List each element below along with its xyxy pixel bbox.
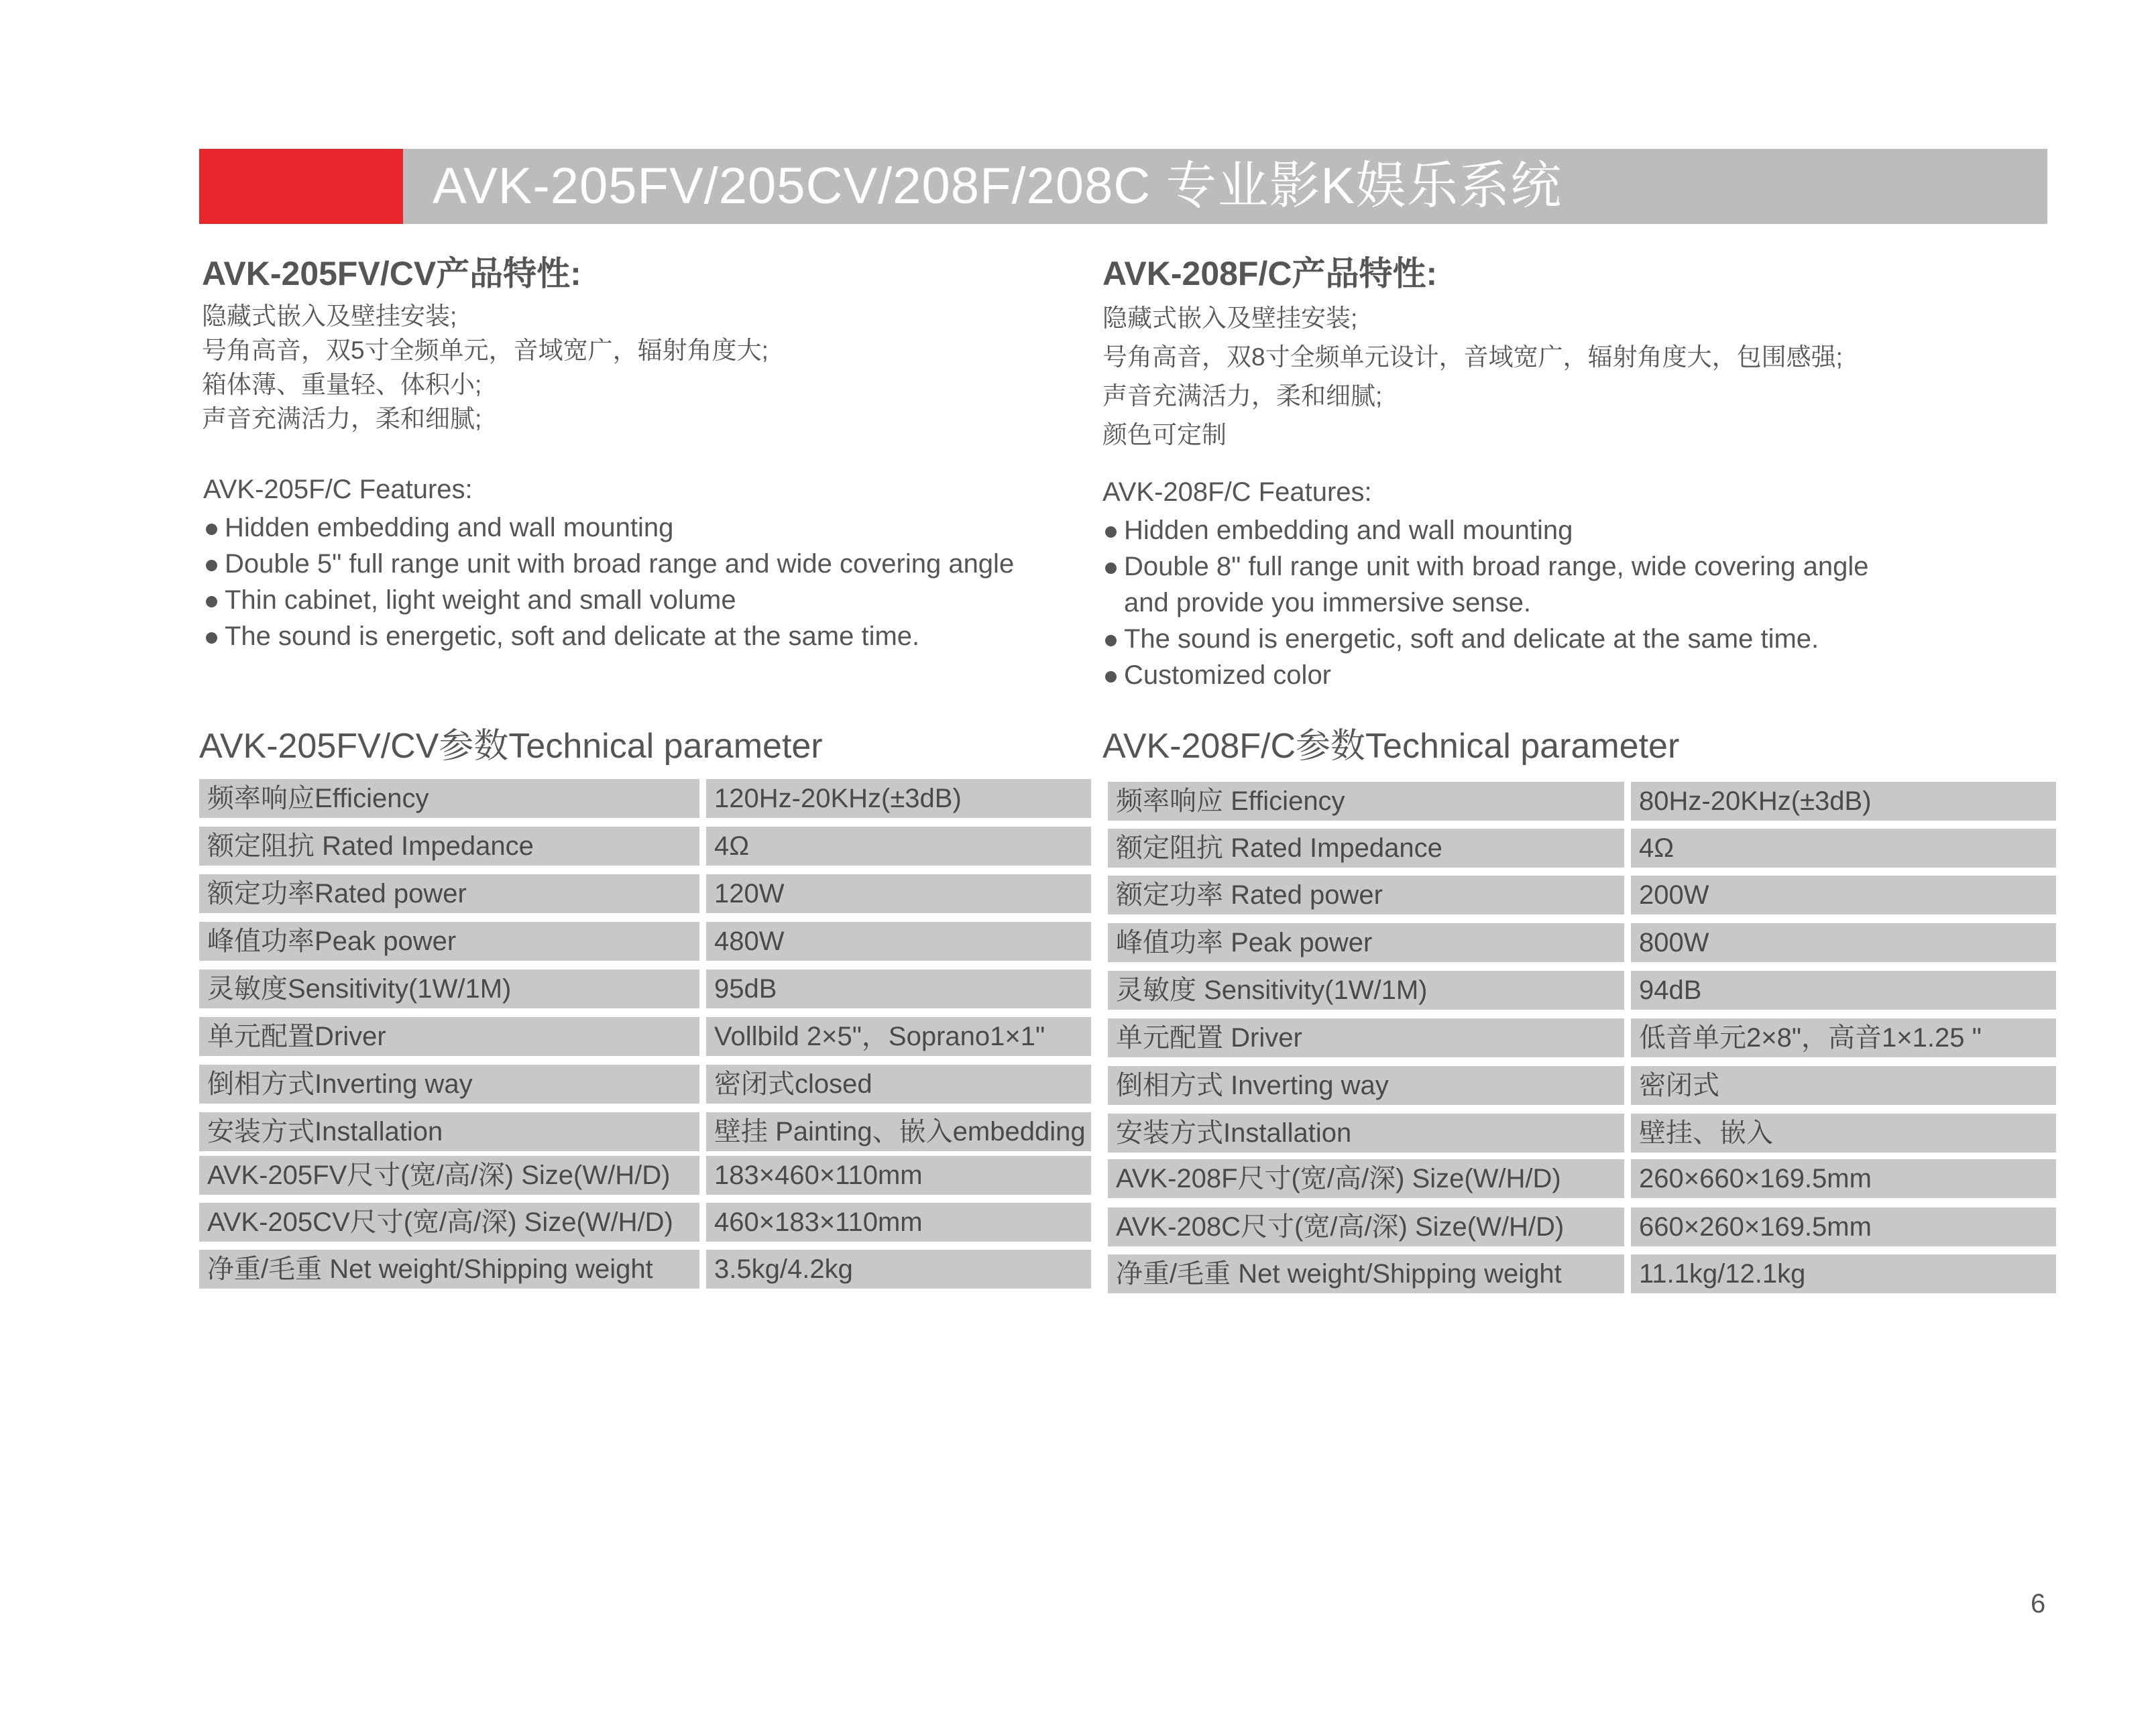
list-item — [1102, 621, 1868, 657]
list-item: 号角高音，双8寸全频单元设计，音域宽广，辐射角度大，包围感强; — [1102, 343, 1843, 371]
bullet-icon — [1105, 526, 1117, 538]
table-row — [199, 1017, 1091, 1056]
page-title: AVK-205FV/205CV/208F/208C 专业影K娱乐系统 — [433, 158, 1563, 215]
table-row — [1108, 829, 2056, 868]
list-item-text: The sound is energetic, soft and delicate at the same time. — [1124, 624, 1819, 654]
table-row — [199, 1203, 1091, 1242]
param-label: 灵敏度Sensitivity(1W/1M) — [199, 969, 699, 1008]
table-row — [1108, 1066, 2056, 1105]
table-row — [199, 1250, 1091, 1289]
right-features-en — [1102, 512, 1868, 693]
table-row — [1108, 923, 2056, 962]
table-row — [1108, 971, 2056, 1010]
param-value: 94dB — [1631, 971, 2056, 1010]
table-row — [199, 1065, 1091, 1104]
right-param-title: AVK-208F/C参数Technical parameter — [1102, 727, 1680, 766]
list-item — [1102, 548, 1868, 585]
param-label: 单元配置Driver — [199, 1017, 699, 1056]
list-item — [203, 582, 1014, 618]
param-label: 额定阻抗 Rated Impedance — [199, 827, 699, 866]
param-label: 额定功率 Rated power — [1108, 876, 1624, 914]
param-value: 120Hz-20KHz(±3dB) — [706, 779, 1091, 818]
param-value: 120W — [706, 874, 1091, 913]
right-features-cn — [1102, 299, 1843, 455]
list-item-text: and provide you immersive sense. — [1124, 588, 1531, 617]
param-value: 660×260×169.5mm — [1631, 1207, 2056, 1246]
list-item-text: Hidden embedding and wall mounting — [1124, 516, 1573, 545]
param-value: 壁挂、嵌入 — [1631, 1114, 2056, 1153]
table-row — [1108, 1018, 2056, 1057]
param-value: 800W — [1631, 923, 2056, 962]
table-row — [1108, 1207, 2056, 1246]
param-label: 安装方式Installation — [1108, 1114, 1624, 1153]
param-value: 480W — [706, 922, 1091, 961]
table-row — [1108, 1159, 2056, 1198]
bullet-icon — [206, 596, 217, 607]
table-row — [1108, 1254, 2056, 1293]
param-value: 95dB — [706, 969, 1091, 1008]
list-item — [203, 618, 1014, 654]
param-label: 单元配置 Driver — [1108, 1018, 1624, 1057]
bullet-icon — [1105, 563, 1117, 574]
list-item-text: Double 5" full range unit with broad range and wide covering angle — [225, 549, 1015, 579]
bullet-icon — [1105, 671, 1117, 683]
list-item: 隐藏式嵌入及壁挂安装; — [1102, 304, 1358, 332]
param-value: 200W — [1631, 876, 2056, 914]
list-item: 号角高音，双5寸全频单元，音域宽广，辐射角度大; — [202, 337, 769, 364]
list-item-text: Hidden embedding and wall mounting — [225, 513, 674, 542]
param-label: 净重/毛重 Net weight/Shipping weight — [199, 1250, 699, 1289]
bullet-icon — [206, 524, 217, 535]
param-value: 4Ω — [706, 827, 1091, 866]
param-value: 460×183×110mm — [706, 1203, 1091, 1242]
list-item-text: Thin cabinet, light weight and small volume — [225, 585, 736, 615]
bullet-icon — [1105, 635, 1117, 646]
page-number: 6 — [2031, 1589, 2046, 1618]
param-label: AVK-205CV尺寸(宽/高/深) Size(W/H/D) — [199, 1203, 699, 1242]
param-value: 3.5kg/4.2kg — [706, 1250, 1091, 1289]
table-row — [199, 874, 1091, 913]
table-row — [1108, 1114, 2056, 1153]
table-row — [1108, 782, 2056, 821]
param-label: 倒相方式Inverting way — [199, 1065, 699, 1104]
param-value: 壁挂 Painting、嵌入embedding — [706, 1112, 1091, 1151]
left-param-title: AVK-205FV/CV参数Technical parameter — [199, 727, 823, 766]
param-value: Vollbild 2×5"，Soprano1×1" — [706, 1017, 1091, 1056]
table-row — [199, 1156, 1091, 1195]
param-value: 11.1kg/12.1kg — [1631, 1254, 2056, 1293]
table-row — [1108, 876, 2056, 914]
param-label: 峰值功率 Peak power — [1108, 923, 1624, 962]
list-item-text: The sound is energetic, soft and delicate at the same time. — [225, 622, 920, 651]
list-item: 声音充满活力，柔和细腻; — [202, 405, 482, 432]
list-item — [1102, 657, 1868, 693]
param-label: AVK-208F尺寸(宽/高/深) Size(W/H/D) — [1108, 1159, 1624, 1198]
param-label: 净重/毛重 Net weight/Shipping weight — [1108, 1254, 1624, 1293]
param-label: AVK-208C尺寸(宽/高/深) Size(W/H/D) — [1108, 1207, 1624, 1246]
param-value: 密闭式 — [1631, 1066, 2056, 1105]
param-label: 额定功率Rated power — [199, 874, 699, 913]
left-features-en — [203, 510, 1014, 654]
list-item: 箱体薄、重量轻、体积小; — [202, 371, 482, 398]
table-row — [199, 922, 1091, 961]
list-item: 声音充满活力，柔和细腻; — [1102, 382, 1383, 410]
param-label: 频率响应Efficiency — [199, 779, 699, 818]
list-item — [203, 546, 1014, 582]
param-label: AVK-205FV尺寸(宽/高/深) Size(W/H/D) — [199, 1156, 699, 1195]
param-label: 安装方式Installation — [199, 1112, 699, 1151]
param-label: 额定阻抗 Rated Impedance — [1108, 829, 1624, 868]
left-features-cn — [202, 299, 769, 436]
param-label: 频率响应 Efficiency — [1108, 782, 1624, 821]
param-label: 峰值功率Peak power — [199, 922, 699, 961]
list-item — [1102, 585, 1868, 621]
left-feature-title: AVK-205FV/CV产品特性: — [202, 255, 581, 292]
param-value: 80Hz-20KHz(±3dB) — [1631, 782, 2056, 821]
list-item: 颜色可定制 — [1102, 421, 1227, 449]
list-item — [1102, 512, 1868, 548]
param-value: 4Ω — [1631, 829, 2056, 868]
list-item: 隐藏式嵌入及壁挂安装; — [202, 302, 457, 330]
header-bar — [199, 149, 2047, 224]
param-label: 灵敏度 Sensitivity(1W/1M) — [1108, 971, 1624, 1010]
param-value: 260×660×169.5mm — [1631, 1159, 2056, 1198]
param-label: 倒相方式 Inverting way — [1108, 1066, 1624, 1105]
list-item-text: Double 8" full range unit with broad range, wide covering angle — [1124, 552, 1869, 581]
header-accent — [199, 149, 403, 224]
table-row — [199, 827, 1091, 866]
param-value: 183×460×110mm — [706, 1156, 1091, 1195]
bullet-icon — [206, 632, 217, 644]
table-row — [199, 1112, 1091, 1151]
param-value: 低音单元2×8"，高音1×1.25 " — [1631, 1018, 2056, 1057]
right-features-en-title: AVK-208F/C Features: — [1102, 477, 1372, 507]
right-feature-title: AVK-208F/C产品特性: — [1102, 255, 1438, 292]
list-item — [203, 510, 1014, 546]
param-value: 密闭式closed — [706, 1065, 1091, 1104]
table-row — [199, 969, 1091, 1008]
left-features-en-title: AVK-205F/C Features: — [203, 475, 473, 504]
table-row — [199, 779, 1091, 818]
bullet-icon — [206, 560, 217, 571]
list-item-text: Customized color — [1124, 660, 1332, 690]
